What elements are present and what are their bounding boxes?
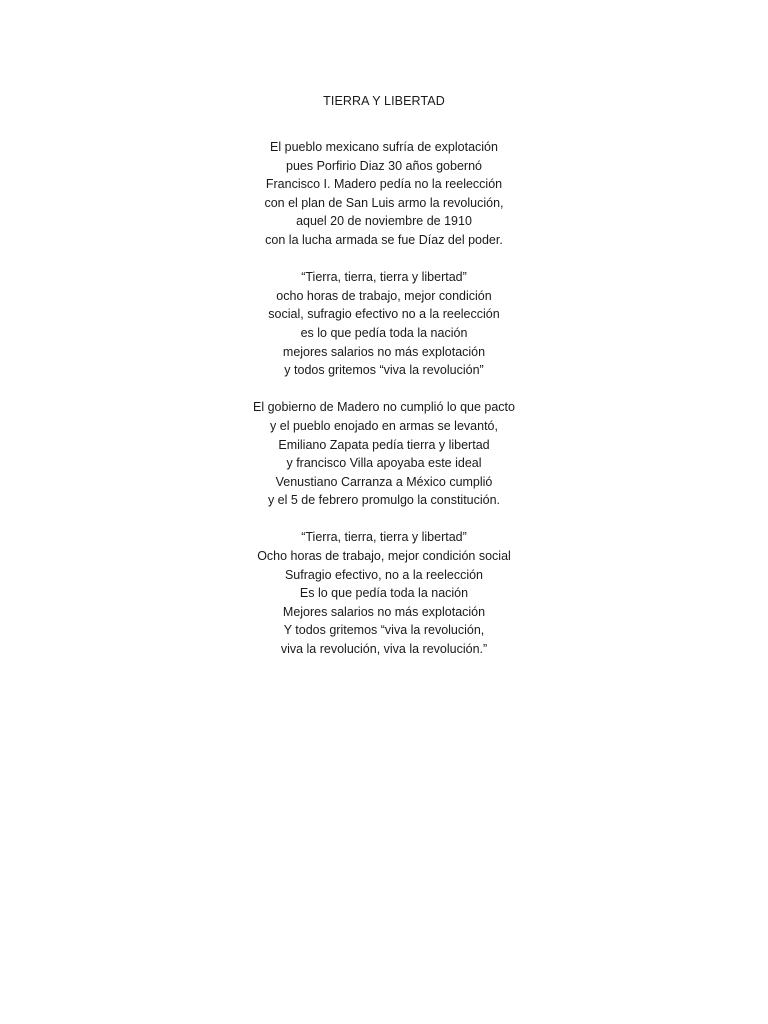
- stanza-2: [0, 268, 768, 380]
- poem-title: TIERRA Y LIBERTAD: [323, 94, 445, 108]
- poem-line: y todos gritemos “viva la revolución”: [284, 363, 484, 378]
- poem-line: Venustiano Carranza a México cumplió: [275, 474, 493, 489]
- poem-line: con la lucha armada se fue Díaz del poder.: [265, 232, 503, 247]
- poem-line: y el pueblo enojado en armas se levantó,: [270, 418, 498, 433]
- stanza-1: [0, 138, 768, 250]
- poem-line: aquel 20 de noviembre de 1910: [296, 214, 472, 229]
- poem-line: El pueblo mexicano sufría de explotación: [270, 140, 498, 154]
- poem-line: mejores salarios no más explotación: [282, 344, 486, 359]
- poem-line: El gobierno de Madero no cumplió lo que pacto: [253, 400, 515, 415]
- poem-line: Mejores salarios no más explotación: [282, 604, 486, 619]
- poem-line: “Tierra, tierra, tierra y libertad”: [301, 270, 467, 285]
- poem-line: Es lo que pedía toda la nación: [299, 586, 469, 601]
- poem-line: “Tierra, tierra, tierra y libertad”: [301, 530, 467, 545]
- stanza-3: [0, 398, 768, 510]
- stanza-4: [0, 528, 768, 658]
- poem-line: Emiliano Zapata pedía tierra y libertad: [278, 437, 490, 452]
- poem-line: ocho horas de trabajo, mejor condición: [276, 288, 492, 303]
- poem-line: social, sufragio efectivo no a la reelección: [268, 307, 500, 322]
- poem-line: y francisco Villa apoyaba este ideal: [286, 456, 482, 471]
- poem-line: pues Porfirio Diaz 30 años gobernó: [286, 158, 482, 173]
- poem-line: Francisco I. Madero pedía no la reelección: [265, 177, 503, 192]
- poem-line: es lo que pedía toda la nación: [300, 325, 468, 340]
- poem-line: Ocho horas de trabajo, mejor condición social: [257, 549, 511, 564]
- poem-line: con el plan de San Luis armo la revolución,: [264, 195, 504, 210]
- poem-line: viva la revolución, viva la revolución.”: [280, 642, 488, 657]
- poem-line: y el 5 de febrero promulgo la constitución.: [267, 493, 501, 508]
- poem-line: Sufragio efectivo, no a la reelección: [284, 567, 484, 582]
- poem-line: Y todos gritemos “viva la revolución,: [283, 623, 485, 638]
- poem-body: [0, 138, 768, 677]
